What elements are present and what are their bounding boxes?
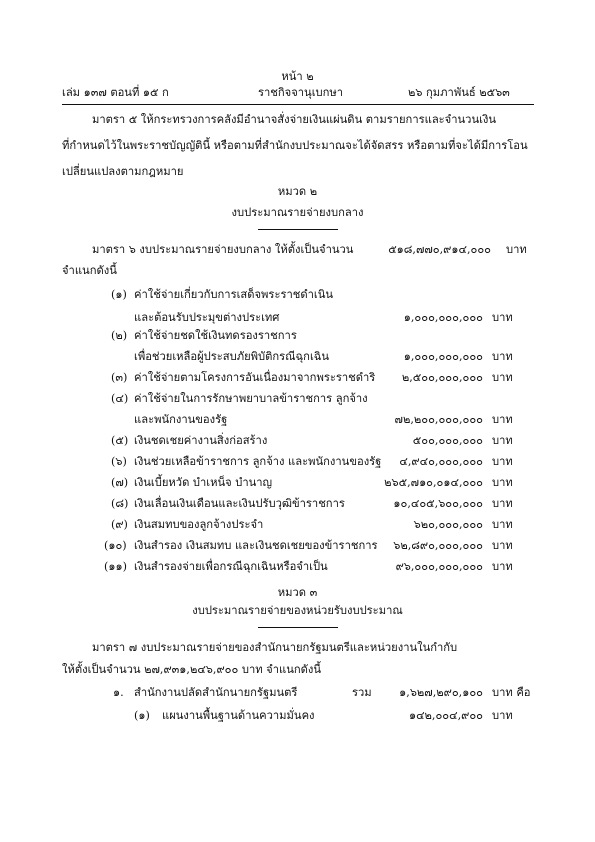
item-amount: ๒,๕๐๐,๐๐๐,๐๐๐ [401,371,483,384]
item-unit: บาท [492,476,513,489]
item-number: (๑) [111,288,127,301]
section5-line1: มาตรา ๕ ให้กระทรวงการคลังมีอำนาจสั่งจ่ายเงินแผ่นดิน ตามรายการและจำนวนเงิน [92,113,497,126]
item-unit: บาท [492,434,513,447]
chapter2-title: งบประมาณรายจ่ายงบกลาง [231,206,364,219]
subitem-amount: ๑,๖๒๗,๒๙๐,๑๐๐ [399,686,483,699]
item-unit: บาท [492,560,513,573]
item-number: (๑๐) [104,539,127,552]
item-label-cont: และต้อนรับประมุขต่างประเทศ [134,311,280,324]
item-unit: บาท [492,497,513,510]
section6-amount: ๕๑๘,๗๗๐,๙๑๔,๐๐๐ [388,243,491,256]
item-number: (๙) [111,518,128,531]
item-amount: ๕๐๐,๐๐๐,๐๐๐ [412,434,483,447]
plan-unit: บาท [492,709,513,722]
item-amount: ๔,๙๔๐,๐๐๐,๐๐๐ [399,455,483,468]
chapter2-number: หมวด ๒ [277,185,318,198]
item-label: เงินสำรอง เงินสมทบ และเงินชดเชยของข้าราชการ [134,539,378,552]
item-label-cont: และพนักงานของรัฐ [134,413,228,426]
section6-line2: จำแนกดังนี้ [62,264,117,277]
item-amount: ๙๖,๐๐๐,๐๐๐,๐๐๐ [395,560,483,573]
section5-line2: ที่กำหนดไว้ในพระราชบัญญัตินี้ หรือตามที่สำนักงบประมาณจะได้จัดสรร หรือตามที่จะได้มีการโอน [62,139,528,152]
item-number: (๒) [111,329,128,342]
plan-number: (๑) [134,709,150,722]
item-number: (๘) [111,497,129,510]
item-amount: ๑,๐๐๐,๐๐๐,๐๐๐ [403,311,483,324]
item-amount: ๖๒๐,๐๐๐,๐๐๐ [413,518,483,531]
plan-amount: ๑๔๒,๐๐๔,๙๐๐ [408,709,483,722]
item-unit: บาท [492,518,513,531]
plan-label: แผนงานพื้นฐานด้านความมั่นคง [162,709,315,722]
page-number: หน้า ๒ [281,70,314,83]
item-amount: ๑๐,๔๐๕,๖๐๐,๐๐๐ [393,497,483,510]
item-unit: บาท [492,455,513,468]
item-label: เงินเลื่อนเงินเดือนและเงินปรับวุฒิข้าราชการ [134,497,345,510]
item-label: เงินสำรองจ่ายเพื่อกรณีฉุกเฉินหรือจำเป็น [134,560,328,573]
subitem-total-label: รวม [352,686,372,699]
chapter2-rule [258,229,338,230]
item-number: (๗) [111,476,129,489]
item-label: ค่าใช้จ่ายชดใช้เงินทดรองราชการ [134,329,297,342]
chapter3-rule [258,627,338,628]
publication-date: ๒๖ กุมภาพันธ์ ๒๕๖๓ [408,86,510,99]
item-number: (๑๑) [104,560,127,573]
item-number: (๖) [111,455,127,468]
item-amount: ๗๒,๒๐๐,๐๐๐,๐๐๐ [394,413,483,426]
subitem-unit: บาท คือ [492,686,531,699]
section5-line3: เปลี่ยนแปลงตามกฎหมาย [62,165,184,178]
item-label: ค่าใช้จ่ายตามโครงการอันเนื่องมาจากพระราชดำริ [134,371,376,384]
chapter3-title: งบประมาณรายจ่ายของหน่วยรับงบประมาณ [192,604,403,617]
item-label: เงินเบี้ยหวัด บำเหน็จ บำนาญ [134,476,273,489]
item-label: ค่าใช้จ่ายเกี่ยวกับการเสด็จพระราชดำเนิน [134,288,334,301]
item-label-cont: เพื่อช่วยเหลือผู้ประสบภัยพิบัติกรณีฉุกเฉิน [134,350,330,363]
subitem-label: สำนักงานปลัดสำนักนายกรัฐมนตรี [134,686,298,699]
item-amount: ๑,๐๐๐,๐๐๐,๐๐๐ [403,350,483,363]
item-unit: บาท [492,350,513,363]
item-number: (๔) [111,392,129,405]
item-unit: บาท [492,311,513,324]
item-unit: บาท [492,413,513,426]
chapter3-number: หมวด ๓ [277,586,318,599]
item-unit: บาท [492,371,513,384]
item-label: เงินช่วยเหลือข้าราชการ ลูกจ้าง และพนักงานของรัฐ [134,455,382,468]
header-rule [62,104,534,105]
item-number: (๕) [111,434,129,447]
item-label: เงินสมทบของลูกจ้างประจำ [134,518,264,531]
item-label: เงินชดเชยค่างานสิ่งก่อสร้าง [134,434,268,447]
section7-line2: ให้ตั้งเป็นจำนวน ๒๗,๙๓๑,๒๔๖,๙๐๐ บาท จำแนกดังนี้ [62,663,322,676]
item-number: (๓) [111,371,128,384]
item-label: ค่าใช้จ่ายในการรักษาพยาบาลข้าราชการ ลูกจ้าง [134,392,368,405]
subitem-number: ๑. [113,686,124,699]
item-amount: ๖๒,๘๙๐,๐๐๐,๐๐๐ [393,539,483,552]
item-unit: บาท [492,539,513,552]
item-amount: ๒๖๕,๗๑๐,๐๑๔,๐๐๐ [384,476,483,489]
section6-unit: บาท [506,243,527,256]
section6-lead: มาตรา ๖ งบประมาณรายจ่ายงบกลาง ให้ตั้งเป็นจำนวน [92,243,354,256]
publication-name: ราชกิจจานุเบกษา [258,86,344,99]
volume-issue: เล่ม ๑๓๗ ตอนที่ ๑๕ ก [62,86,169,99]
section7-line1: มาตรา ๗ งบประมาณรายจ่ายของสำนักนายกรัฐมนตรีและหน่วยงานในกำกับ [92,641,458,654]
